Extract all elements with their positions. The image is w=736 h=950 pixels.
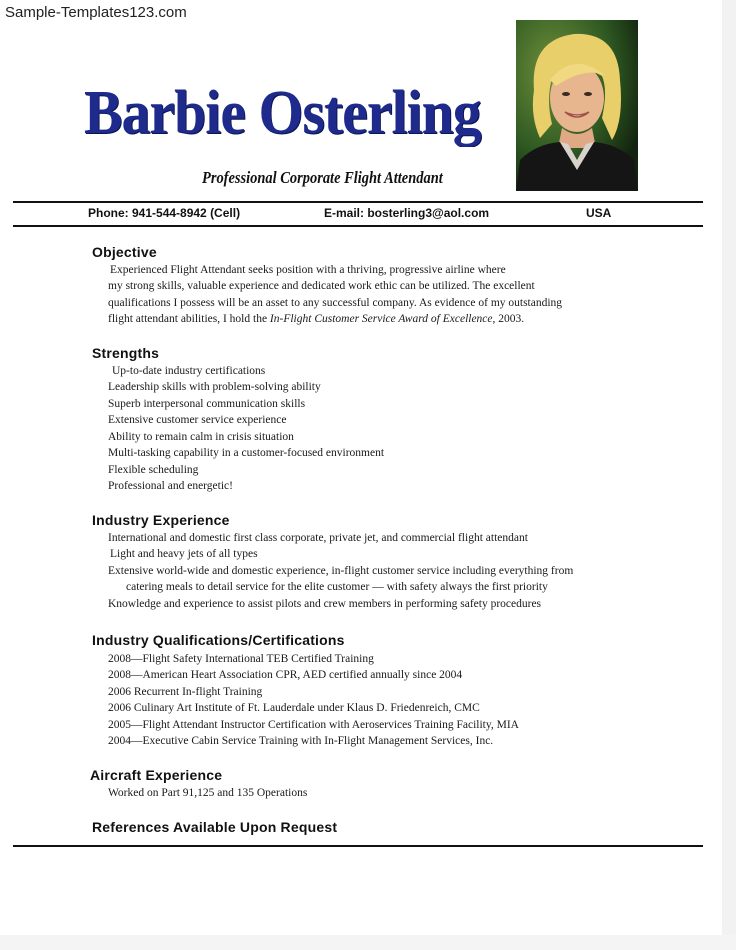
certification-item: 2004—Executive Cabin Service Training with In-Flight Management Services, Inc. — [108, 735, 494, 747]
certification-item: 2005—Flight Attendant Instructor Certification with Aeroservices Training Facility, MIA — [108, 719, 519, 731]
certification-item: 2006 Recurrent In-flight Training — [108, 686, 263, 698]
objective-line: my strong skills, valuable experience and dedicated work ethic can be utilized. The excellent — [108, 280, 535, 292]
section-heading-strengths: Strengths — [92, 345, 160, 361]
experience-line: Extensive world-wide and domestic experience, in-flight customer service including everything from — [108, 565, 574, 577]
strength-item: Professional and energetic! — [108, 480, 233, 492]
strength-item: Up-to-date industry certifications — [112, 365, 266, 377]
contact-phone: Phone: 941-544-8942 (Cell) — [88, 206, 241, 220]
certification-item: 2006 Culinary Art Institute of Ft. Lauderdale under Klaus D. Friedenreich, CMC — [108, 702, 480, 714]
section-heading-aircraft: Aircraft Experience — [90, 767, 223, 783]
objective-line-award — [108, 313, 524, 325]
aircraft-text: Worked on Part 91,125 and 135 Operations — [108, 787, 308, 799]
page-edge-right — [722, 0, 736, 950]
profile-photo — [516, 20, 638, 191]
experience-line: International and domestic first class corporate, private jet, and commercial flight attendant — [108, 532, 528, 544]
experience-line: Light and heavy jets of all types — [110, 548, 258, 560]
header-rule-bottom — [13, 225, 703, 227]
section-heading-certifications: Industry Qualifications/Certifications — [92, 632, 345, 648]
header-rule-top — [13, 201, 703, 203]
page-edge-bottom — [0, 935, 736, 950]
strength-item: Ability to remain calm in crisis situation — [108, 431, 294, 443]
references-note: References Available Upon Request — [92, 819, 338, 835]
candidate-title: Professional Corporate Flight Attendant — [202, 168, 443, 187]
footer-rule — [13, 845, 703, 847]
objective-line: qualifications I possess will be an asset to any successful company. As evidence of my outstanding — [108, 297, 563, 309]
objective-line: Experienced Flight Attendant seeks position with a thriving, progressive airline where — [110, 264, 506, 276]
section-heading-industry-experience: Industry Experience — [92, 512, 230, 528]
strength-item: Flexible scheduling — [108, 464, 199, 476]
objective-text: flight attendant abilities, I hold the — [108, 313, 270, 325]
contact-country: USA — [586, 206, 612, 220]
award-name: In-Flight Customer Service Award of Excellence — [269, 313, 493, 325]
certification-item: 2008—Flight Safety International TEB Certified Training — [108, 653, 374, 665]
strength-item: Leadership skills with problem-solving ability — [108, 381, 321, 393]
contact-email: E-mail: bosterling3@aol.com — [324, 206, 490, 220]
section-heading-objective: Objective — [92, 244, 157, 260]
experience-line: catering meals to detail service for the elite customer — with safety always the first priority — [126, 581, 548, 593]
strength-item: Superb interpersonal communication skills — [108, 398, 306, 410]
watermark: Sample-Templates123.com — [5, 4, 187, 21]
strength-item: Extensive customer service experience — [108, 414, 287, 426]
objective-text-end: , 2003. — [492, 313, 525, 325]
strength-item: Multi-tasking capability in a customer-focused environment — [108, 447, 385, 459]
certification-item: 2008—American Heart Association CPR, AED certified annually since 2004 — [108, 669, 463, 681]
portrait-image — [516, 20, 638, 191]
experience-line: Knowledge and experience to assist pilots and crew members in performing safety procedures — [108, 598, 542, 610]
candidate-name: Barbie Osterling — [84, 79, 481, 147]
